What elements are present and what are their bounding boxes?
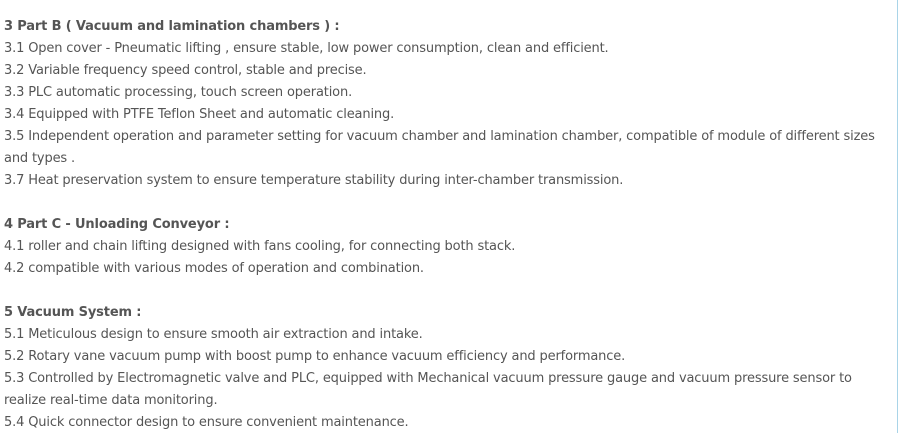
spec-item: 3.5 Independent operation and parameter setting for vacuum chamber and lamination chamber, compatible of module of different sizes and types . bbox=[4, 129, 875, 166]
section-heading-vacuum-system: 5 Vacuum System : bbox=[4, 305, 142, 320]
spec-item: 3.4 Equipped with PTFE Teflon Sheet and automatic cleaning. bbox=[4, 107, 395, 122]
spec-item: 5.4 Quick connector design to ensure convenient maintenance. bbox=[4, 415, 409, 430]
spec-item: 4.2 compatible with various modes of operation and combination. bbox=[4, 261, 424, 276]
spec-item: 5.1 Meticulous design to ensure smooth air extraction and intake. bbox=[4, 327, 423, 342]
spec-text-block bbox=[4, 16, 894, 434]
section-spacer bbox=[4, 280, 894, 302]
spec-item: 5.2 Rotary vane vacuum pump with boost pump to enhance vacuum efficiency and performance. bbox=[4, 349, 626, 364]
spec-item: 3.2 Variable frequency speed control, stable and precise. bbox=[4, 63, 367, 78]
section-spacer bbox=[4, 192, 894, 214]
spec-item: 3.7 Heat preservation system to ensure temperature stability during inter-chamber transmission. bbox=[4, 173, 624, 188]
spec-item: 5.3 Controlled by Electromagnetic valve and PLC, equipped with Mechanical vacuum pressure gauge and vacuum pressure sensor to realize real-time data monitoring. bbox=[4, 371, 852, 408]
section-heading-part-b: 3 Part B ( Vacuum and lamination chambers ) : bbox=[4, 19, 340, 34]
spec-item: 3.1 Open cover - Pneumatic lifting , ensure stable, low power consumption, clean and efficient. bbox=[4, 41, 609, 56]
section-heading-part-c: 4 Part C - Unloading Conveyor : bbox=[4, 217, 230, 232]
spec-item: 3.3 PLC automatic processing, touch screen operation. bbox=[4, 85, 353, 100]
spec-item: 4.1 roller and chain lifting designed with fans cooling, for connecting both stack. bbox=[4, 239, 516, 254]
